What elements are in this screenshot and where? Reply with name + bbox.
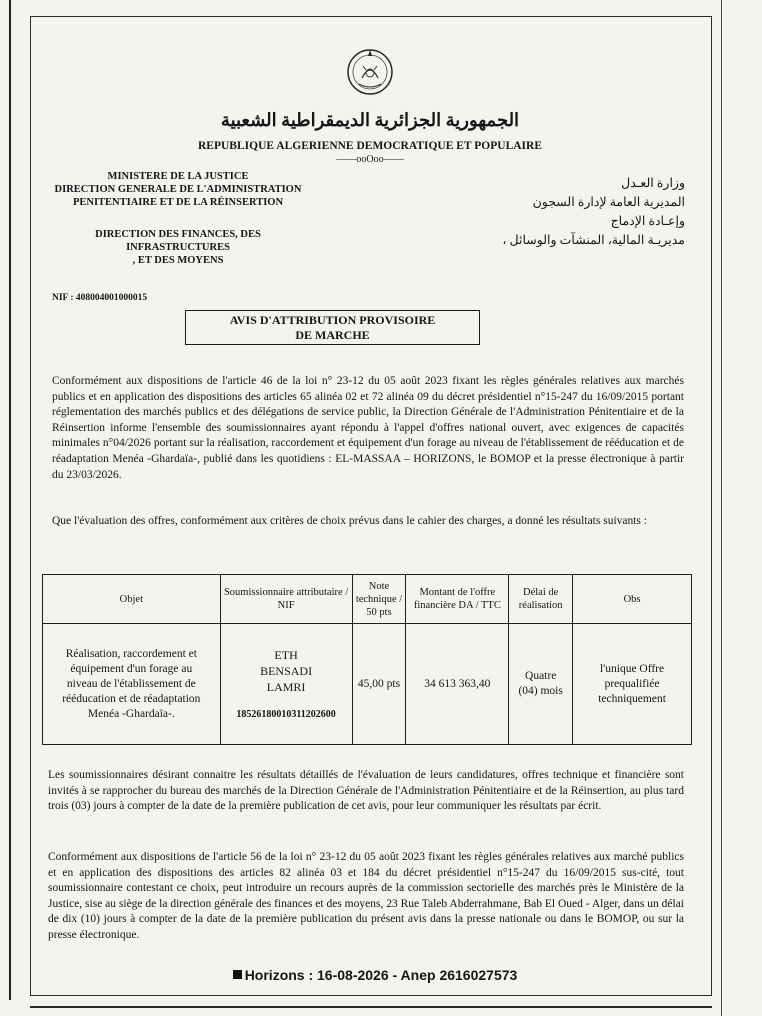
ministry-line: DIRECTION GENERALE DE L'ADMINISTRATION [54,184,302,195]
cell-montant: 34 613 363,40 [406,624,509,745]
ministry-line: PENITENTIAIRE ET DE LA RÉINSERTION [72,197,284,208]
intro-paragraph: Conformément aux dispositions de l'article 46 de la loi n° 23-12 du 05 août 2023 fixant les règles générales relatives aux marchés publics et en application des dispositions des articles 65 alinéa 02 et 72 alinéa 09 du décret présidentiel n°15-247 du 16/09/2015 portant réglementation des marchés publics et des délégations de service public, la Direction Générale de l'Administration Pénitentiaire et de la Réinsertion informe l'ensemble des soumissionnaires ayant répondu à l'appel d'offres national ouvert, avec exigences de capacités minimales n°04/2026 portant sur la réalisation, raccordement et équipement d'un forage au niveau de l'établissement de rééducation et de réadaptation Menéa -Ghardaïa-, publié dans les quotidiens : EL-MASSAA – HORIZONS, le BOMOP et la presse électronique à partir du 23/03/2026. [52,375,684,481]
square-bullet-icon [233,970,242,979]
arabic-line: المديرية العامة لإدارة السجون [532,195,685,209]
results-table [42,574,692,745]
direction-block [48,228,308,267]
appeal-paragraph: Conformément aux dispositions de l'article 56 de la loi n° 23-12 du 05 août 2023 fixant les règles générales relatives aux marché publics et en application des dispositions des articles 82 alinéa 03 et 184 du décret présidentiel n°15-247 du 16/09/2015 sus-cité, tout soumissionnaire contestant ce choix, peut introduire un recours auprès de la commission sectorielle des marchés près le Ministère de la Justice, sise au siège de la direction générale des finances et des moyens, 23 Rue Taleb Abderrahmane, Bab El Oued - Alger, dans un délai de dix (10) jours à compter de la date de la première publication du présent avis dans la presse nationale ou dans le BOMOP, ou sur la presse électronique. [48,851,684,941]
header-obs: Obs [573,575,692,624]
results-request-paragraph: Les soumissionnaires désirant connaitre les résultats détaillés de l'évaluation de leurs candidatures, offres technique et financière sont invités à se rapprocher du bureau des marchés de la Direction Générale de l'Administration Pénitentiaire et de la Réinsertion, au plus tard trois (03) jours à compter de la date de la première publication de cet avis, pour leur communiquer les résultats par écrit. [48,769,684,813]
page-left-rule [9,0,11,1000]
cell-objet: Réalisation, raccordement et équipement d'un forage au niveau de l'établissement de rééducation et de réadaptation Menéa -Ghardaïa-. [43,624,221,745]
footer-text: Horizons : 16-08-2026 - Anep 2616027573 [244,967,518,983]
page-right-rule [721,0,722,1016]
ministry-line: MINISTERE DE LA JUSTICE [107,171,249,182]
evaluation-paragraph: Que l'évaluation des offres, conformément aux critères de choix prévus dans le cahier des charges, a donné les résultats suivants : [52,515,647,527]
arabic-ministry-block [470,174,685,250]
cell-note: 45,00 pts [352,624,406,745]
header-delai: Délai de réalisation [509,575,573,624]
arabic-line: وزارة العـدل [621,176,685,190]
nif-number: NIF : 408004001000015 [52,293,148,303]
arabic-line: مديريـة المالية، المنشآت والوسائل ، [502,233,685,247]
national-emblem-icon [345,44,395,100]
ministry-block [48,170,308,209]
notice-title-box [185,310,480,345]
direction-line: DIRECTION DES FINANCES, DES INFRASTRUCTURES [95,229,261,253]
header-soumissionnaire: Soumissionnaire attributaire / NIF [220,575,352,624]
cell-delai: Quatre (04) mois [509,624,573,745]
title-separator: ——ooOoo—— [336,154,404,165]
header-montant: Montant de l'offre financière DA / TTC [406,575,509,624]
header-note: Note technique / 50 pts [352,575,406,624]
table-header-row [43,575,692,624]
cell-obs: l'unique Offre prequalifiée techniquement [573,624,692,745]
cell-soumissionnaire [220,624,352,745]
header-objet: Objet [43,575,221,624]
arabic-line: وإعـادة الإدماج [610,214,685,228]
notice-title-line: DE MARCHE [295,328,370,342]
bidder-nif: 185261800103112026​00 [236,708,336,720]
direction-line: , ET DES MOYENS [132,255,224,266]
publication-footer [205,967,545,983]
bidder-name: ETH BENSADI LAMRI [260,647,313,694]
arabic-republic-title: الجمهورية الجزائرية الديمقراطية الشعبية [220,110,520,130]
french-republic-title: REPUBLIQUE ALGERIENNE DEMOCRATIQUE ET POPULAIRE [198,140,542,152]
notice-title-line: AVIS D'ATTRIBUTION PROVISOIRE [229,313,436,327]
bottom-rule [30,1006,712,1008]
table-row [43,624,692,745]
